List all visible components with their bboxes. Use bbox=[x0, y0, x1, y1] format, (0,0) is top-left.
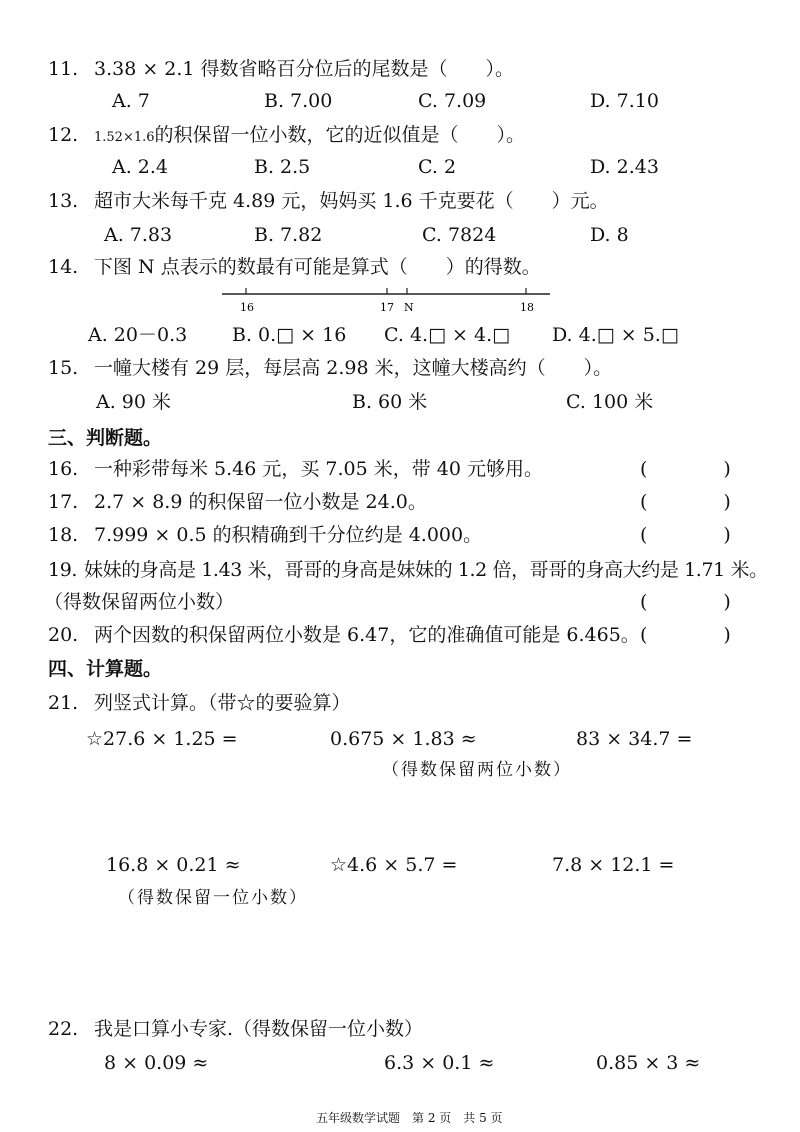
oral-calc-item: 6.3 × 0.1 ≈ bbox=[384, 1052, 495, 1074]
answer-paren[interactable]: ( ) bbox=[640, 458, 731, 480]
question-text: 下图 N 点表示的数最有可能是算式（ ）的得数。 bbox=[94, 256, 541, 278]
q12-option-b: B. 2.5 bbox=[254, 156, 311, 178]
oral-calc-item: 8 × 0.09 ≈ bbox=[104, 1052, 209, 1074]
q15-option-b: B. 60 米 bbox=[352, 391, 428, 413]
calc-note: （得数保留两位小数） bbox=[382, 760, 572, 780]
question-text: 我是口算小专家.（得数保留一位小数） bbox=[94, 1018, 424, 1040]
question-number: 13. bbox=[48, 190, 79, 212]
question-number: 14. bbox=[48, 256, 79, 278]
calc-item: 7.8 × 12.1 = bbox=[552, 854, 675, 876]
question-text: 一幢大楼有 29 层，每层高 2.98 米，这幢大楼高约（ ）。 bbox=[94, 357, 613, 379]
question-number: 21. bbox=[48, 692, 79, 714]
calc-item: ☆4.6 × 5.7 = bbox=[330, 854, 458, 876]
q12-option-d: D. 2.43 bbox=[590, 156, 659, 178]
question-text: 7.999 × 0.5 的积精确到千分位约是 4.000。 bbox=[94, 524, 483, 546]
q11-option-b: B. 7.00 bbox=[264, 90, 333, 112]
q15-option-a: A. 90 米 bbox=[96, 391, 172, 413]
q14-option-a: A. 20－0.3 bbox=[88, 324, 188, 346]
question-number: 22. bbox=[48, 1018, 79, 1040]
question-text: 的积保留一位小数，它的近似值是（ ）。 bbox=[154, 124, 526, 146]
question-number: 15. bbox=[48, 357, 79, 379]
label-16: 16 bbox=[240, 301, 254, 314]
question-19 bbox=[48, 557, 768, 583]
question-text: 3.38 × 2.1 得数省略百分位后的尾数是（ ）。 bbox=[94, 58, 515, 80]
question-13 bbox=[48, 188, 609, 214]
q13-option-a: A. 7.83 bbox=[104, 224, 173, 246]
question-number: 19. bbox=[48, 559, 78, 581]
section-title-calc: 四、计算题。 bbox=[48, 658, 163, 680]
q13-option-d: D. 8 bbox=[590, 224, 629, 246]
question-18 bbox=[48, 522, 482, 548]
q14-option-d: D. 4.□ × 5.□ bbox=[552, 324, 679, 346]
question-text: 2.7 × 8.9 的积保留一位小数是 24.0。 bbox=[94, 491, 427, 513]
question-19-note: （得数保留两位小数） bbox=[44, 591, 235, 613]
section-title-judge: 三、判断题。 bbox=[48, 427, 163, 449]
q12-option-a: A. 2.4 bbox=[112, 156, 169, 178]
question-number: 17. bbox=[48, 491, 79, 513]
question-text: 两个因数的积保留两位小数是 6.47，它的准确值可能是 6.465。 bbox=[94, 624, 640, 646]
answer-paren[interactable]: ( ) bbox=[640, 624, 731, 646]
question-text: 超市大米每千克 4.89 元，妈妈买 1.6 千克要花（ ）元。 bbox=[94, 190, 609, 212]
number-line bbox=[220, 284, 552, 320]
question-17 bbox=[48, 489, 427, 515]
question-text: 列竖式计算。（带☆的要验算） bbox=[94, 692, 351, 714]
question-11 bbox=[48, 56, 514, 82]
question-number: 20. bbox=[48, 624, 79, 646]
q13-option-b: B. 7.82 bbox=[254, 224, 323, 246]
question-22 bbox=[48, 1016, 423, 1042]
answer-paren[interactable]: ( ) bbox=[640, 524, 731, 546]
q14-option-b: B. 0.□ × 16 bbox=[232, 324, 347, 346]
oral-calc-item: 0.85 × 3 ≈ bbox=[596, 1052, 701, 1074]
question-number: 11. bbox=[48, 58, 79, 80]
answer-paren[interactable]: ( ) bbox=[640, 591, 731, 613]
question-text: 妹妹的身高是 1.43 米，哥哥的身高是妹妹的 1.2 倍，哥哥的身高大约是 1.71 米。 bbox=[84, 559, 768, 581]
label-17: 17 bbox=[380, 301, 394, 314]
question-14 bbox=[48, 254, 541, 280]
calc-item: 16.8 × 0.21 ≈ bbox=[106, 854, 241, 876]
question-16 bbox=[48, 456, 543, 482]
q12-option-c: C. 2 bbox=[418, 156, 457, 178]
q11-option-c: C. 7.09 bbox=[418, 90, 487, 112]
question-number: 18. bbox=[48, 524, 79, 546]
q11-option-d: D. 7.10 bbox=[590, 90, 659, 112]
q15-option-c: C. 100 米 bbox=[566, 391, 654, 413]
question-21 bbox=[48, 690, 351, 716]
q11-option-a: A. 7 bbox=[112, 90, 150, 112]
question-number: 12. bbox=[48, 124, 79, 146]
question-text: 一种彩带每米 5.46 元，买 7.05 米，带 40 元够用。 bbox=[94, 458, 544, 480]
calc-item: 83 × 34.7 = bbox=[576, 728, 693, 750]
answer-paren[interactable]: ( ) bbox=[640, 491, 731, 513]
question-20 bbox=[48, 622, 640, 648]
question-expression: 1.52×1.6 bbox=[94, 130, 155, 145]
calc-item: ☆27.6 × 1.25 = bbox=[86, 728, 238, 750]
label-n: N bbox=[404, 301, 414, 314]
page-footer: 五年级数学试题 第 2 页 共 5 页 bbox=[316, 1111, 503, 1125]
q13-option-c: C. 7824 bbox=[422, 224, 497, 246]
question-12 bbox=[48, 122, 525, 151]
question-15 bbox=[48, 355, 612, 381]
q14-option-c: C. 4.□ × 4.□ bbox=[384, 324, 511, 346]
question-number: 16. bbox=[48, 458, 79, 480]
calc-item: 0.675 × 1.83 ≈ bbox=[330, 728, 477, 750]
label-18: 18 bbox=[520, 301, 534, 314]
calc-note: （得数保留一位小数） bbox=[118, 888, 308, 908]
